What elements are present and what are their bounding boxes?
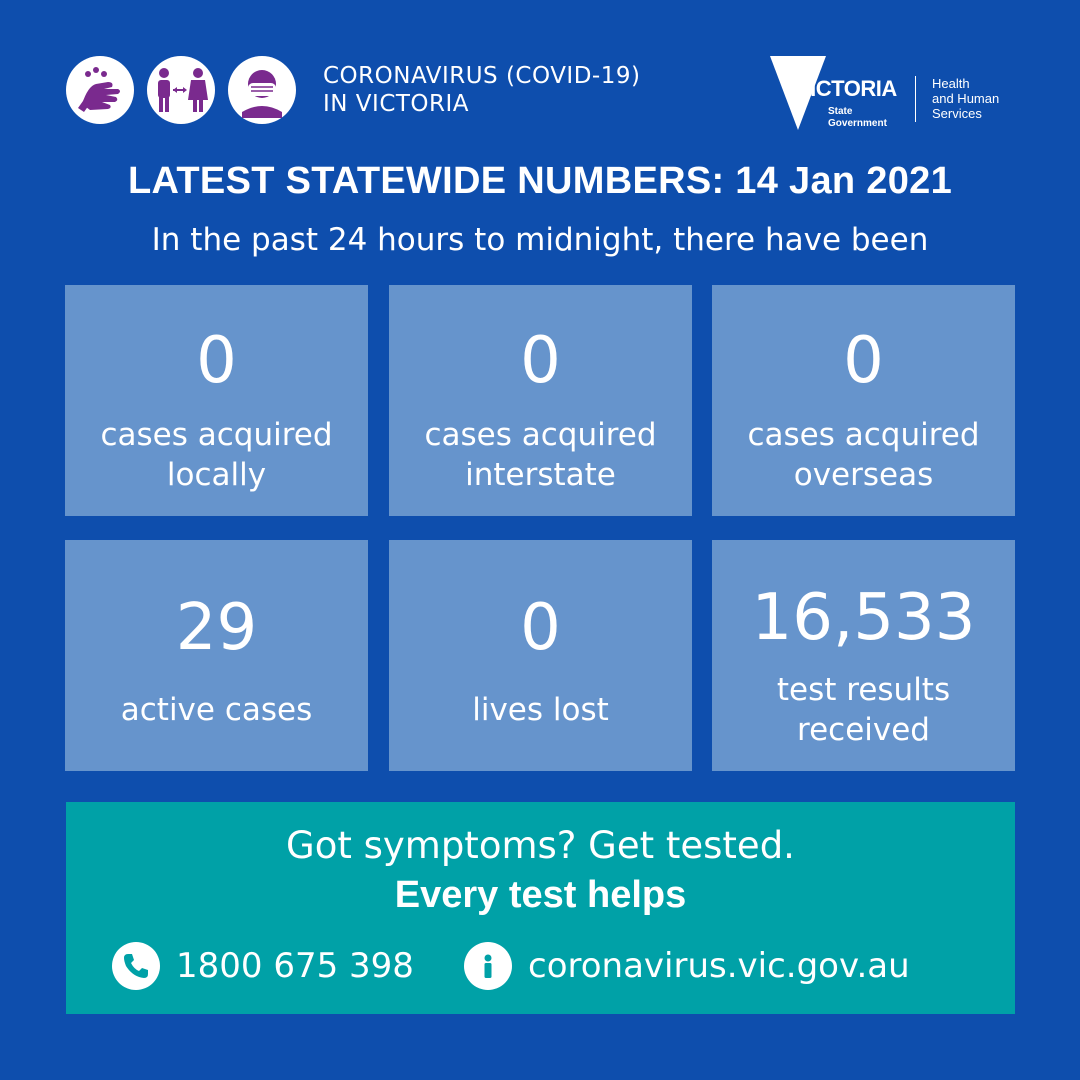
stat-value: 29 xyxy=(175,591,258,665)
stat-box-lives-lost xyxy=(389,540,692,771)
department-name xyxy=(932,76,999,121)
hand-washing-icon xyxy=(66,56,134,124)
info-icon xyxy=(464,942,512,990)
stat-label xyxy=(389,415,692,495)
campaign-title-line2: IN VICTORIA xyxy=(323,91,470,117)
cta-line2: Every test helps xyxy=(394,874,687,916)
stat-box-test-results xyxy=(712,540,1015,771)
logo-divider xyxy=(915,76,916,122)
stat-box-local-cases xyxy=(65,285,368,516)
stat-label-line2: interstate xyxy=(465,457,616,493)
stat-label-line2: received xyxy=(797,712,930,748)
phone-icon xyxy=(112,942,160,990)
stat-label xyxy=(65,415,368,495)
stat-label-line1: cases acquired xyxy=(100,417,333,453)
logo-wordmark: VICTORIA xyxy=(796,76,897,101)
stat-value: 0 xyxy=(196,324,237,398)
phone-number[interactable]: 1800 675 398 xyxy=(176,946,414,986)
stat-label-line1: cases acquired xyxy=(747,417,980,453)
stat-box-overseas-cases xyxy=(712,285,1015,516)
stat-label-line2: overseas xyxy=(793,457,934,493)
victoria-government-logo xyxy=(768,54,1018,132)
stat-label-line1: cases acquired xyxy=(424,417,657,453)
campaign-title-line1: CORONAVIRUS (COVID-19) xyxy=(323,63,641,89)
headline: LATEST STATEWIDE NUMBERS: 14 Jan 2021 xyxy=(127,160,953,202)
stat-label-line1: lives lost xyxy=(472,692,609,728)
stat-value: 16,533 xyxy=(751,581,976,655)
department-line1: Health xyxy=(932,76,970,91)
stat-value: 0 xyxy=(843,324,884,398)
department-line2: and Human xyxy=(932,91,1000,106)
stat-label-line2: locally xyxy=(166,457,267,493)
stat-label xyxy=(65,690,368,730)
stat-value: 0 xyxy=(520,591,561,665)
stat-label xyxy=(712,415,1015,495)
department-line3: Services xyxy=(932,106,982,121)
subheadline: In the past 24 hours to midnight, there have been xyxy=(151,222,929,258)
stat-box-interstate-cases xyxy=(389,285,692,516)
logo-sub-line2: Government xyxy=(828,118,887,129)
logo-sub-line1: State xyxy=(828,106,853,117)
testing-cta-panel xyxy=(66,802,1015,1014)
stat-label xyxy=(389,690,692,730)
physical-distancing-icon xyxy=(147,56,215,124)
face-mask-icon xyxy=(228,56,296,124)
stat-value: 0 xyxy=(520,324,561,398)
cta-line1: Got symptoms? Get tested. xyxy=(286,824,795,867)
website-link[interactable]: coronavirus.vic.gov.au xyxy=(528,946,910,986)
stat-label xyxy=(712,670,1015,750)
campaign-title xyxy=(323,62,640,118)
stat-label-line1: test results xyxy=(776,672,951,708)
stat-label-line1: active cases xyxy=(120,692,313,728)
stat-box-active-cases xyxy=(65,540,368,771)
